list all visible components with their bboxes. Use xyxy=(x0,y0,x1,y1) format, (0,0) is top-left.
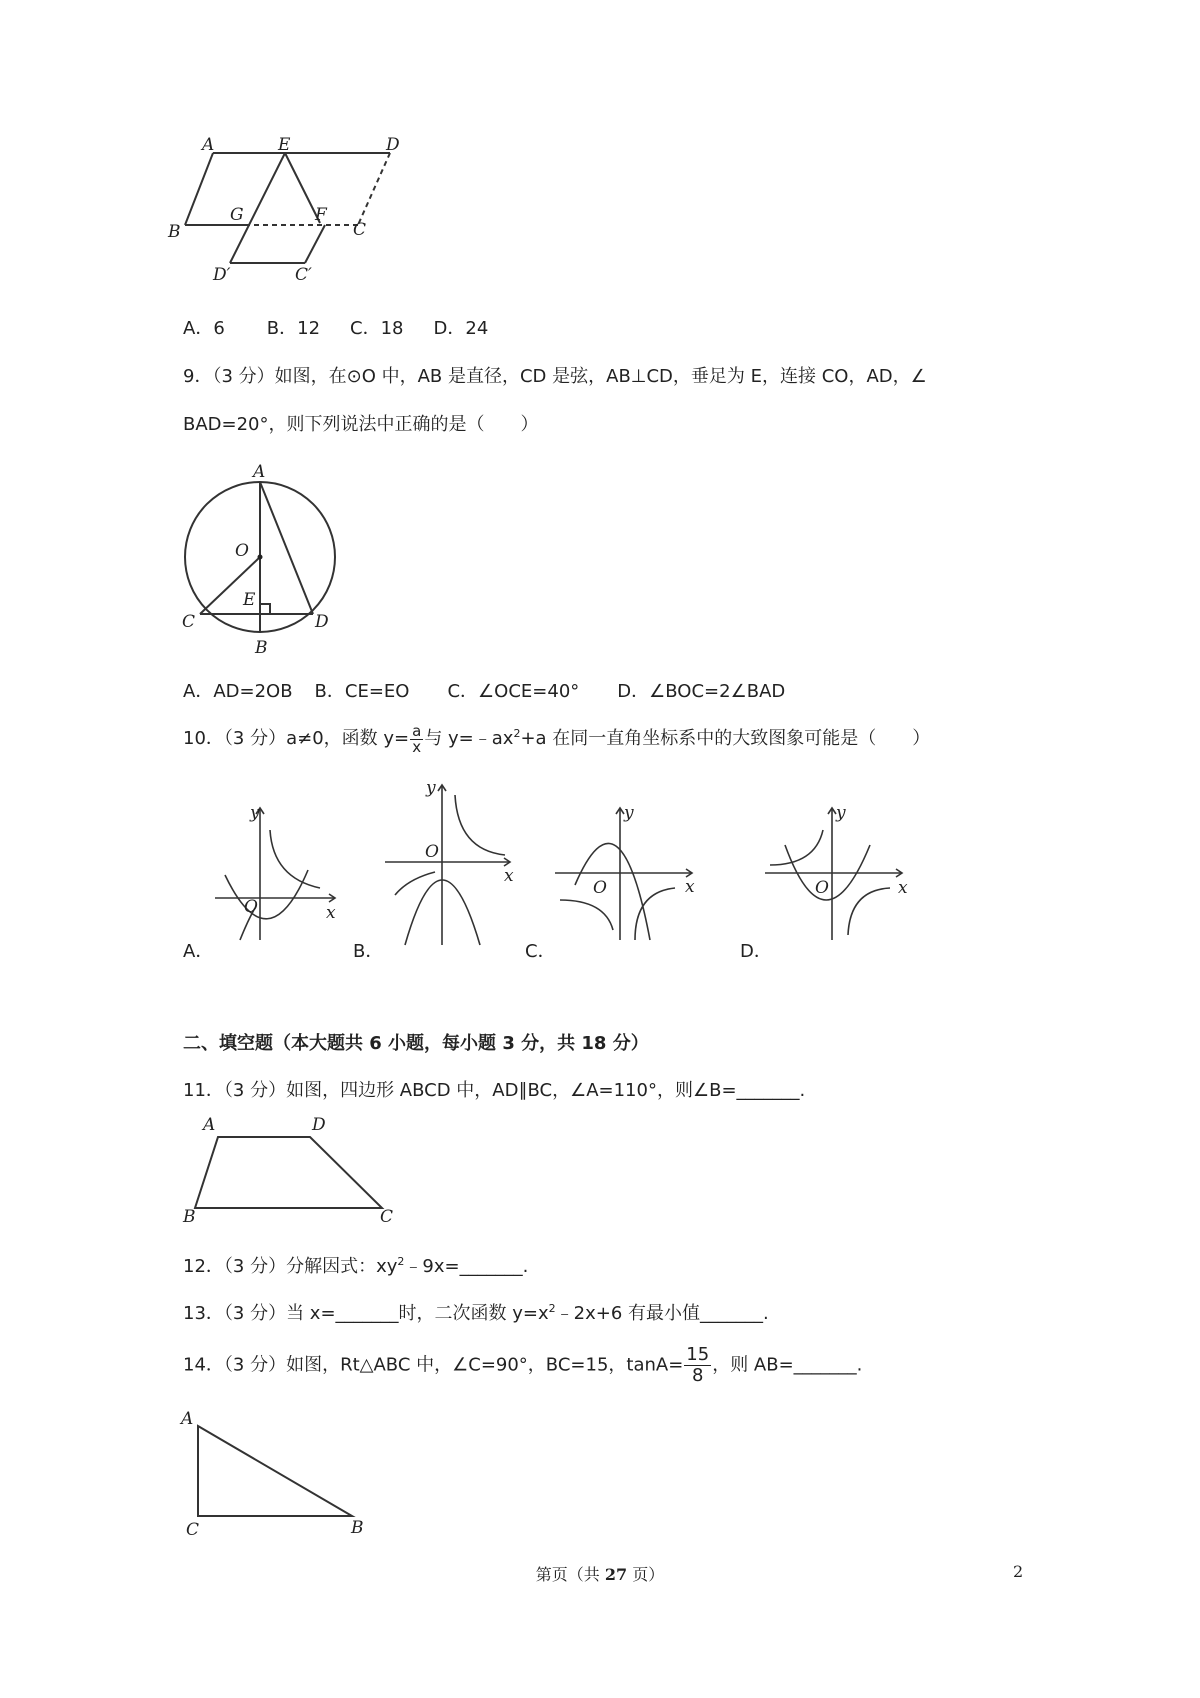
q12-stem xyxy=(183,1250,528,1279)
q14-prefix: 14．（3 分）如图，Rt△ABC 中，∠C=90°，BC=15，tanA= xyxy=(183,1354,684,1376)
q9-label-c: C xyxy=(182,612,196,632)
q8-options xyxy=(183,317,488,341)
q9-label-o: O xyxy=(235,541,249,561)
q9-option-b: B．CE=EO xyxy=(314,681,410,702)
q9-option-d: D．∠BOC=2∠BAD xyxy=(617,681,786,702)
q8-label-a: A xyxy=(202,135,215,155)
q14-stem xyxy=(183,1345,862,1386)
q9-line-2: BAD=20°，则下列说法中正确的是（ ） xyxy=(183,414,539,435)
q14-frac-den: 8 xyxy=(692,1365,704,1386)
q9-figure xyxy=(175,455,345,655)
q8-label-dprime: D′ xyxy=(213,265,231,285)
q9-label-d: D xyxy=(315,612,329,632)
section-2-heading: 二、填空题（本大题共 6 小题，每小题 3 分，共 18 分） xyxy=(183,1033,649,1054)
q10-sup: 2 xyxy=(513,727,521,740)
q10-c-x-label: x xyxy=(685,877,695,897)
q9-label-b: B xyxy=(255,638,268,655)
q8-option-c: C．18 xyxy=(350,318,404,339)
q9-label-e: E xyxy=(243,590,256,610)
q12-sup: 2 xyxy=(397,1255,405,1268)
q8-label-cprime: C′ xyxy=(295,265,312,285)
q10-graph-c xyxy=(550,800,700,950)
q10-a-x-label: x xyxy=(326,903,336,923)
q14-label-a: A xyxy=(181,1409,194,1429)
q10-graph-a xyxy=(210,800,350,950)
q14-label-c: C xyxy=(186,1520,200,1540)
q10-option-c: C． xyxy=(525,941,556,962)
footer-text-c: 页） xyxy=(627,1565,665,1584)
q8-figure xyxy=(160,125,430,285)
q10-option-d: D． xyxy=(740,941,772,962)
q10-a-origin: O xyxy=(244,897,258,917)
q9-line-1: 9．（3 分）如图，在⊙O 中，AB 是直径，CD 是弦，AB⊥CD，垂足为 E，连接 CO，AD，∠ xyxy=(183,366,927,387)
q10-b-origin: O xyxy=(425,842,439,862)
q14-fraction xyxy=(684,1345,711,1386)
q9-option-c: C．∠OCE=40° xyxy=(447,681,580,702)
q10-fraction xyxy=(410,721,423,756)
q12-prefix: 12．（3 分）分解因式：xy xyxy=(183,1256,398,1277)
q10-d-x-label: x xyxy=(898,878,908,898)
q13-prefix: 13．（3 分）当 x=_______时，二次函数 y=x xyxy=(183,1303,549,1324)
q10-frac-num: a xyxy=(412,721,422,740)
q10-frac-den: x xyxy=(412,737,422,756)
q8-label-d: D xyxy=(386,135,400,155)
q10-middle: 与 y=﹣ax xyxy=(424,728,514,749)
q8-label-c: C xyxy=(353,220,367,240)
q8-option-a: A．6 xyxy=(183,318,225,339)
q11-label-a: A xyxy=(203,1115,216,1135)
footer-text-a: 第页（共 xyxy=(535,1565,605,1584)
q8-option-b: B．12 xyxy=(266,318,321,339)
q10-suffix: +a 在同一直角坐标系中的大致图象可能是（ ） xyxy=(520,728,931,749)
q10-graph-d xyxy=(760,800,920,950)
q13-suffix: ﹣2x+6 有最小值_______. xyxy=(555,1303,769,1324)
q10-graph-b xyxy=(380,775,530,950)
q14-suffix: ，则 AB=_______. xyxy=(712,1354,863,1376)
q10-c-origin: O xyxy=(593,878,607,898)
q11-figure xyxy=(178,1110,408,1225)
q9-options xyxy=(183,680,785,704)
q9-label-a: A xyxy=(253,462,266,482)
q10-d-y-label: y xyxy=(836,803,846,823)
q10-option-b: B． xyxy=(353,941,384,962)
q13-sup: 2 xyxy=(548,1302,556,1315)
q14-figure xyxy=(175,1400,385,1540)
q10-stem xyxy=(183,722,930,755)
q13-stem xyxy=(183,1297,769,1326)
q11-label-c: C xyxy=(380,1207,394,1225)
q10-c-y-label: y xyxy=(624,803,634,823)
q8-option-d: D．24 xyxy=(433,318,489,339)
page-number: 2 xyxy=(1013,1562,1024,1581)
q12-suffix: ﹣9x=_______. xyxy=(404,1256,529,1277)
q8-label-e: E xyxy=(278,135,291,155)
q9-option-a: A．AD=2OB xyxy=(183,681,293,702)
q8-label-g: G xyxy=(230,205,244,225)
q10-b-y-label: y xyxy=(426,778,436,798)
q11-label-d: D xyxy=(312,1115,326,1135)
q10-prefix: 10．（3 分）a≠0，函数 y= xyxy=(183,728,410,749)
q14-frac-num: 15 xyxy=(686,1344,710,1365)
footer-total-pages: 27 xyxy=(604,1565,628,1584)
q14-label-b: B xyxy=(351,1518,364,1538)
q11-label-b: B xyxy=(183,1207,196,1225)
q10-a-y-label: y xyxy=(250,803,260,823)
q11-stem: 11．（3 分）如图，四边形 ABCD 中，AD∥BC，∠A=110°，则∠B=_______. xyxy=(183,1080,806,1101)
q8-label-b: B xyxy=(168,222,181,242)
q10-b-x-label: x xyxy=(504,866,514,886)
q8-label-f: F xyxy=(315,205,327,225)
q10-d-origin: O xyxy=(815,878,829,898)
q10-option-a: A． xyxy=(183,941,214,962)
